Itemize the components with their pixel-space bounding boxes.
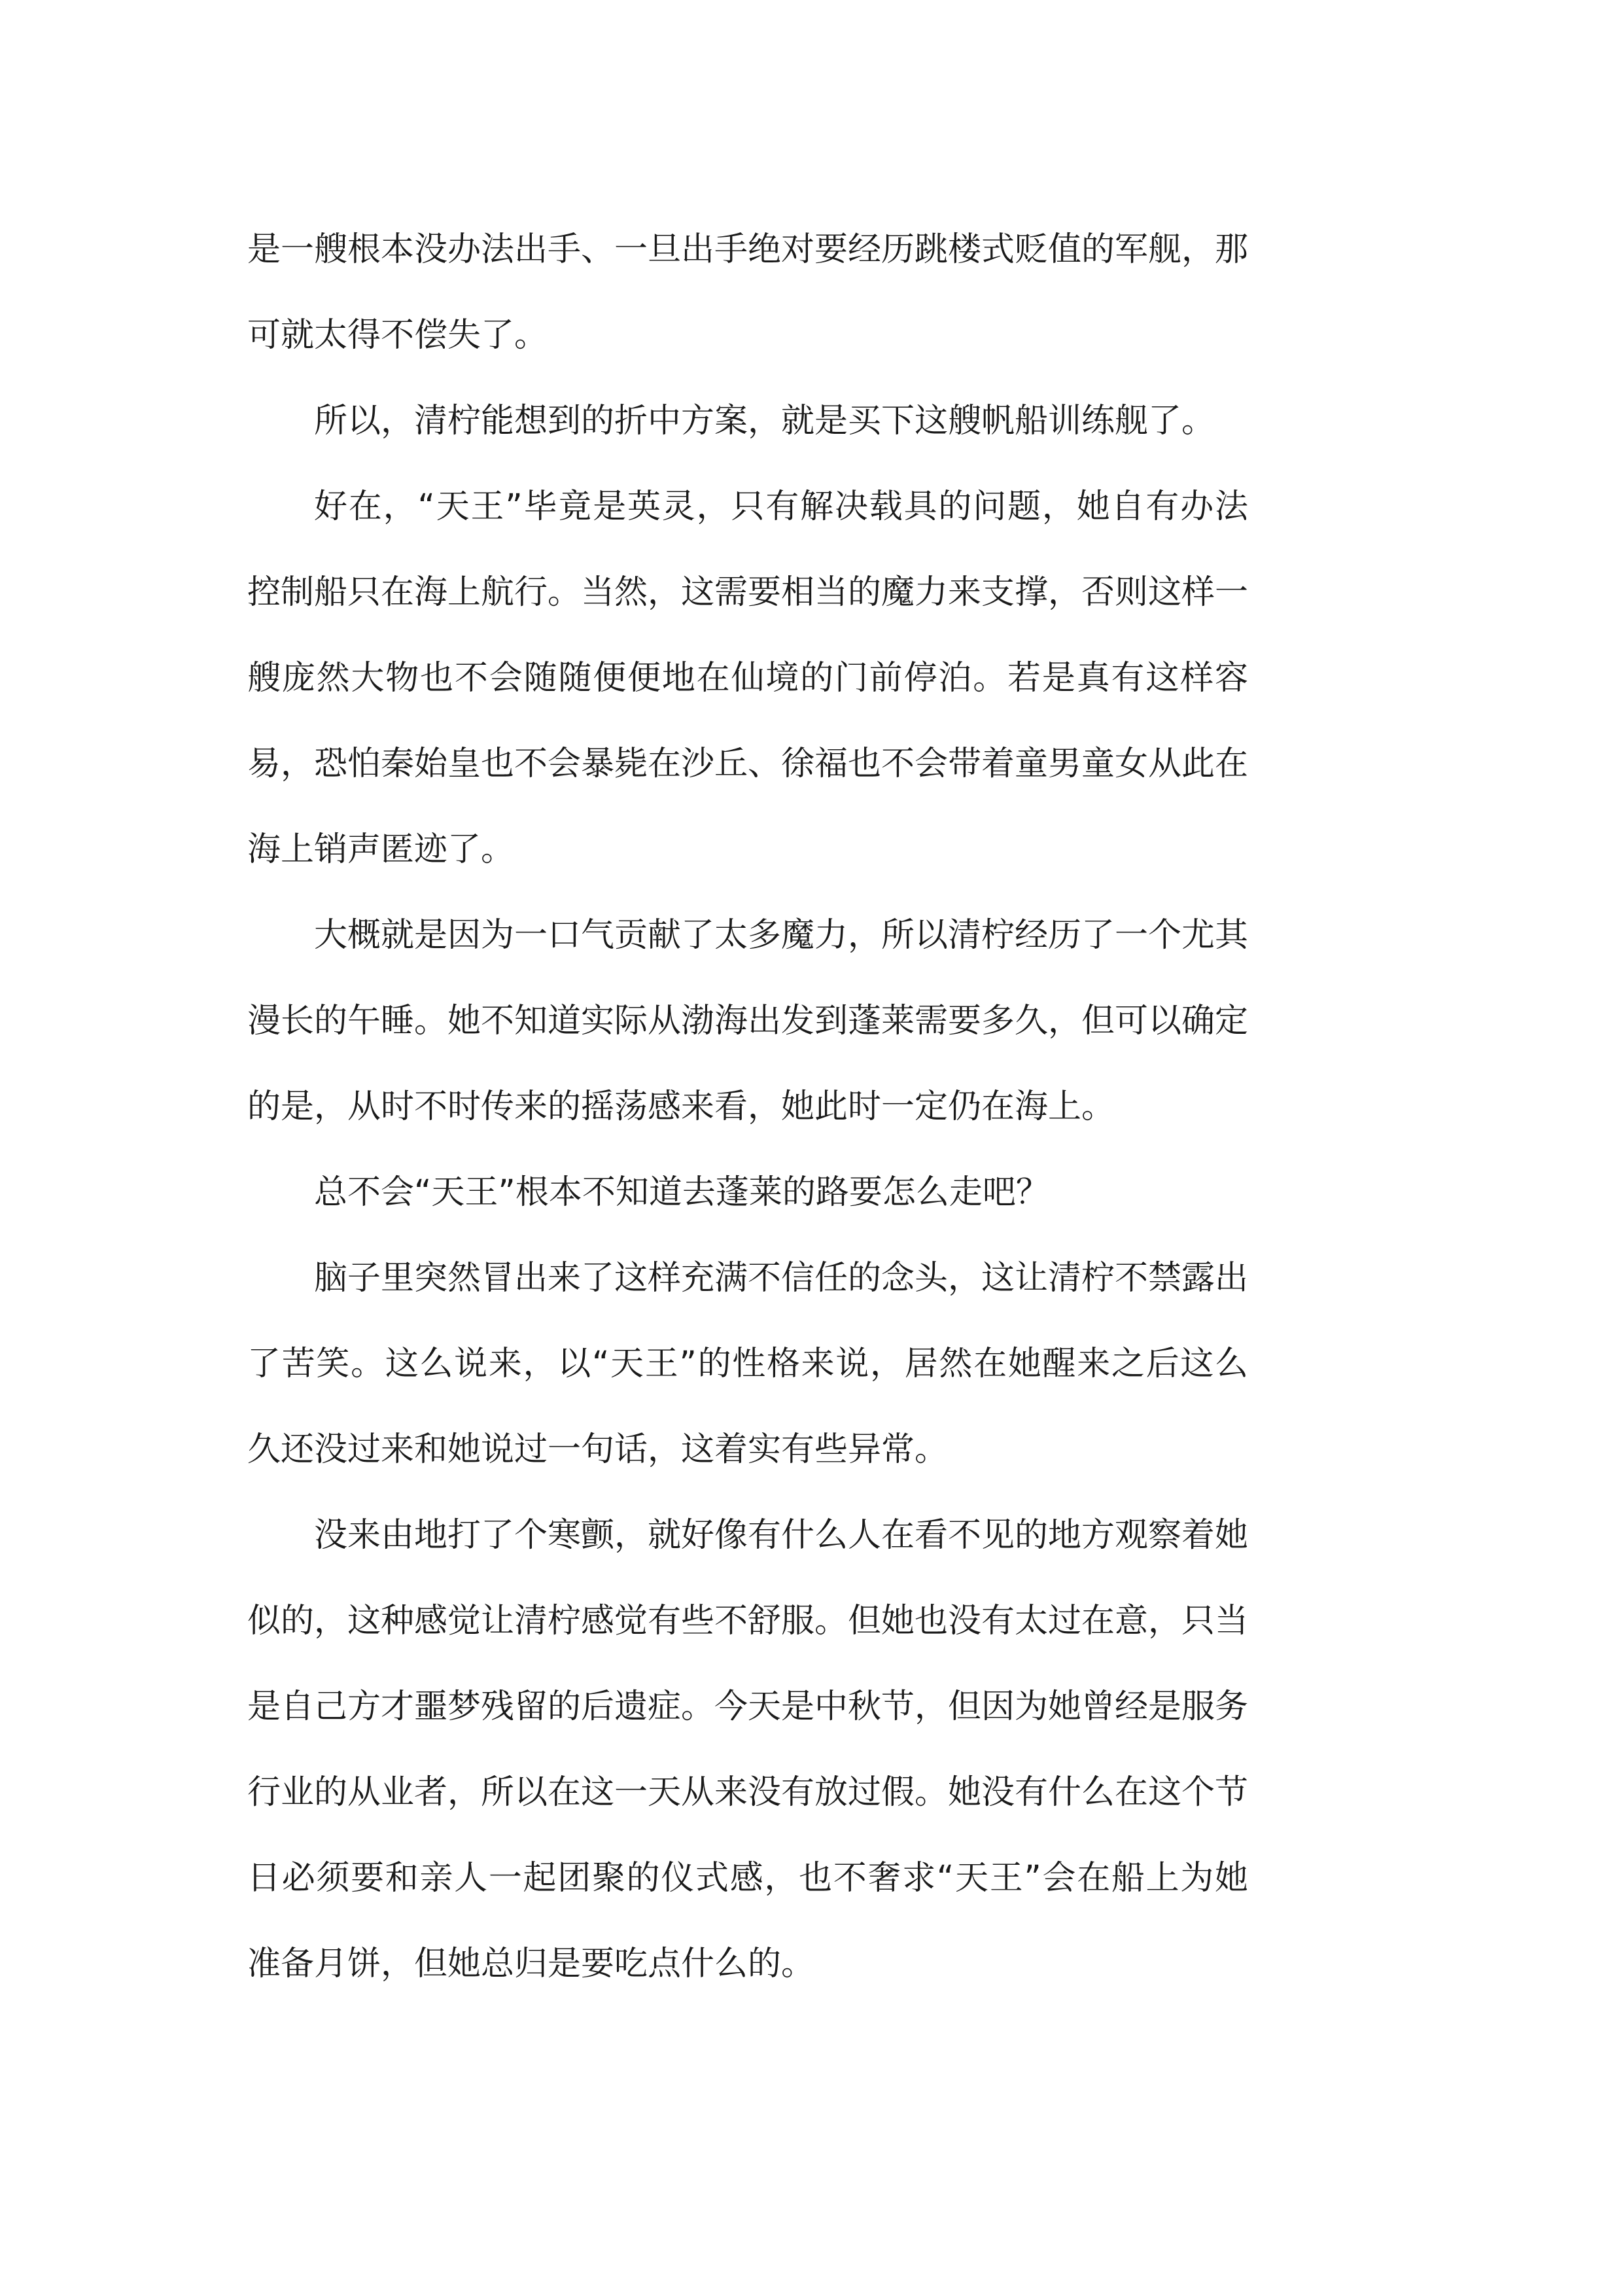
paragraph-7: 没来由地打了个寒颤，就好像有什么人在看不见的地方观察着她似的，这种感觉让清柠感觉有些不舒服。但她也没有太过在意，只当是自己方才噩梦残留的后遗症。今天是中秋节，但因为她曾经是服务行业的从业者，所以在这一天从来没有放过假。她没有什么在这个节日必须要和亲人一起团聚的仪式感，也不奢求“天王”会在船上为她准备月饼，但她总归是要吃点什么的。 [247, 1516, 1249, 1983]
paragraph-6: 脑子里突然冒出来了这样充满不信任的念头，这让清柠不禁露出了苦笑。这么说来，以“天王”的性格来说，居然在她醒来之后这么久还没过来和她说过一句话，这着实有些异常。 [247, 1259, 1249, 1469]
body-text [247, 207, 1248, 2007]
paragraph-3: 好在，“天王”毕竟是英灵，只有解决载具的问题，她自有办法控制船只在海上航行。当然，这需要相当的魔力来支撑，否则这样一艘庞然大物也不会随随便便地在仙境的门前停泊。若是真有这样容易，恐怕秦始皇也不会暴毙在沙丘、徐福也不会带着童男童女从此在海上销声匿迹了。 [247, 487, 1249, 869]
paragraph-2: 所以，清柠能想到的折中方案，就是买下这艘帆船训练舰了。 [314, 402, 1215, 440]
paragraph-1: 是一艘根本没办法出手、一旦出手绝对要经历跳楼式贬值的军舰，那可就太得不偿失了。 [247, 230, 1249, 355]
paragraph-4: 大概就是因为一口气贡献了太多魔力，所以清柠经历了一个尤其漫长的午睡。她不知道实际从渤海出发到蓬莱需要多久，但可以确定的是，从时不时传来的摇荡感来看，她此时一定仍在海上。 [247, 916, 1249, 1126]
paragraph-5: 总不会“天王”根本不知道去蓬莱的路要怎么走吧？ [314, 1173, 1049, 1212]
